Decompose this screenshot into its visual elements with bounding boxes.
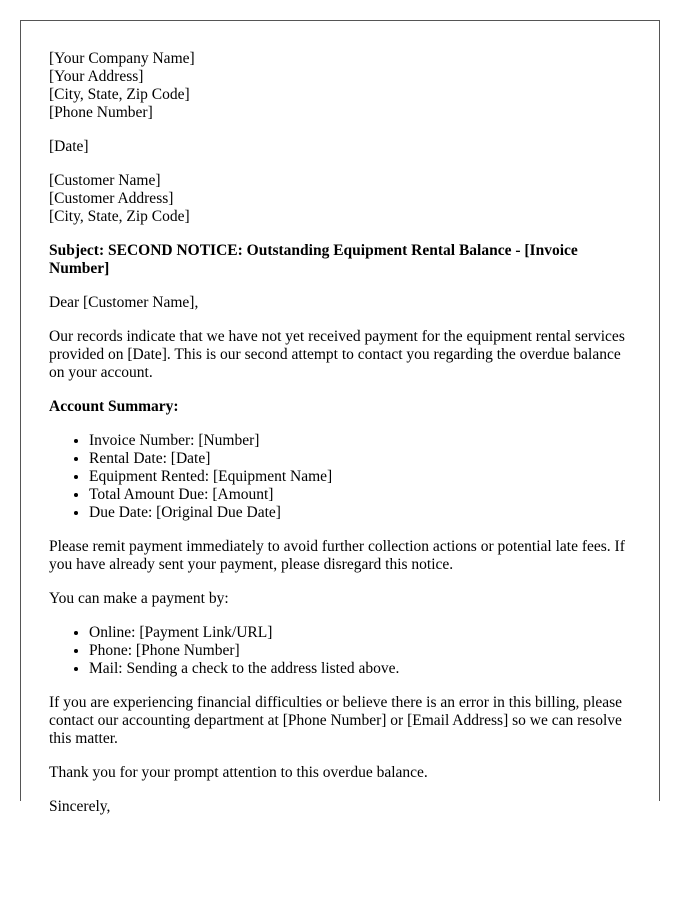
list-item: • Mail: Sending a check to the address listed above. <box>89 660 639 678</box>
list-item: • Equipment Rented: [Equipment Name] <box>89 468 639 486</box>
difficulties-paragraph: If you are experiencing financial difficulties or believe there is an error in this billing, please contact our accounting department at [Phone Number] or [Email Address] so we can resolve this matter. <box>49 694 623 747</box>
date-block <box>49 138 639 156</box>
list-item: • Phone: [Phone Number] <box>89 642 639 660</box>
account-summary-title: Account Summary: <box>49 398 179 415</box>
list-item: • Due Date: [Original Due Date] <box>89 504 639 522</box>
sender-city-state-zip: [City, State, Zip Code] <box>49 86 190 103</box>
recipient-address: [Customer Address] <box>49 190 174 207</box>
account-summary-list <box>49 432 639 522</box>
list-item: • Total Amount Due: [Amount] <box>89 486 639 504</box>
letter-page <box>20 20 660 815</box>
subject-line: Subject: SECOND NOTICE: Outstanding Equipment Rental Balance - [Invoice Number] <box>49 242 578 277</box>
list-item: • Rental Date: [Date] <box>89 450 639 468</box>
salutation: Dear [Customer Name], <box>49 294 199 311</box>
closing: Sincerely, <box>49 798 111 815</box>
sender-company: [Your Company Name] <box>49 50 195 67</box>
recipient-block <box>49 172 639 226</box>
sender-address: [Your Address] <box>49 68 144 85</box>
thanks-paragraph: Thank you for your prompt attention to this overdue balance. <box>49 764 428 781</box>
payment-methods-list <box>49 624 639 678</box>
payment-methods-intro: You can make a payment by: <box>49 590 229 607</box>
intro-paragraph: Our records indicate that we have not yet received payment for the equipment rental services provided on [Date]. This is our second attempt to contact you regarding the overdue balance on your account. <box>49 328 625 381</box>
list-item: • Invoice Number: [Number] <box>89 432 639 450</box>
recipient-name: [Customer Name] <box>49 172 161 189</box>
letter-date: [Date] <box>49 138 89 155</box>
recipient-city-state-zip: [City, State, Zip Code] <box>49 208 190 225</box>
sender-phone: [Phone Number] <box>49 104 153 121</box>
list-item: • Online: [Payment Link/URL] <box>89 624 639 642</box>
sender-block <box>49 50 639 122</box>
letter-body <box>49 50 639 816</box>
remit-paragraph: Please remit payment immediately to avoid further collection actions or potential late fees. If you have already sent your payment, please disregard this notice. <box>49 538 625 573</box>
